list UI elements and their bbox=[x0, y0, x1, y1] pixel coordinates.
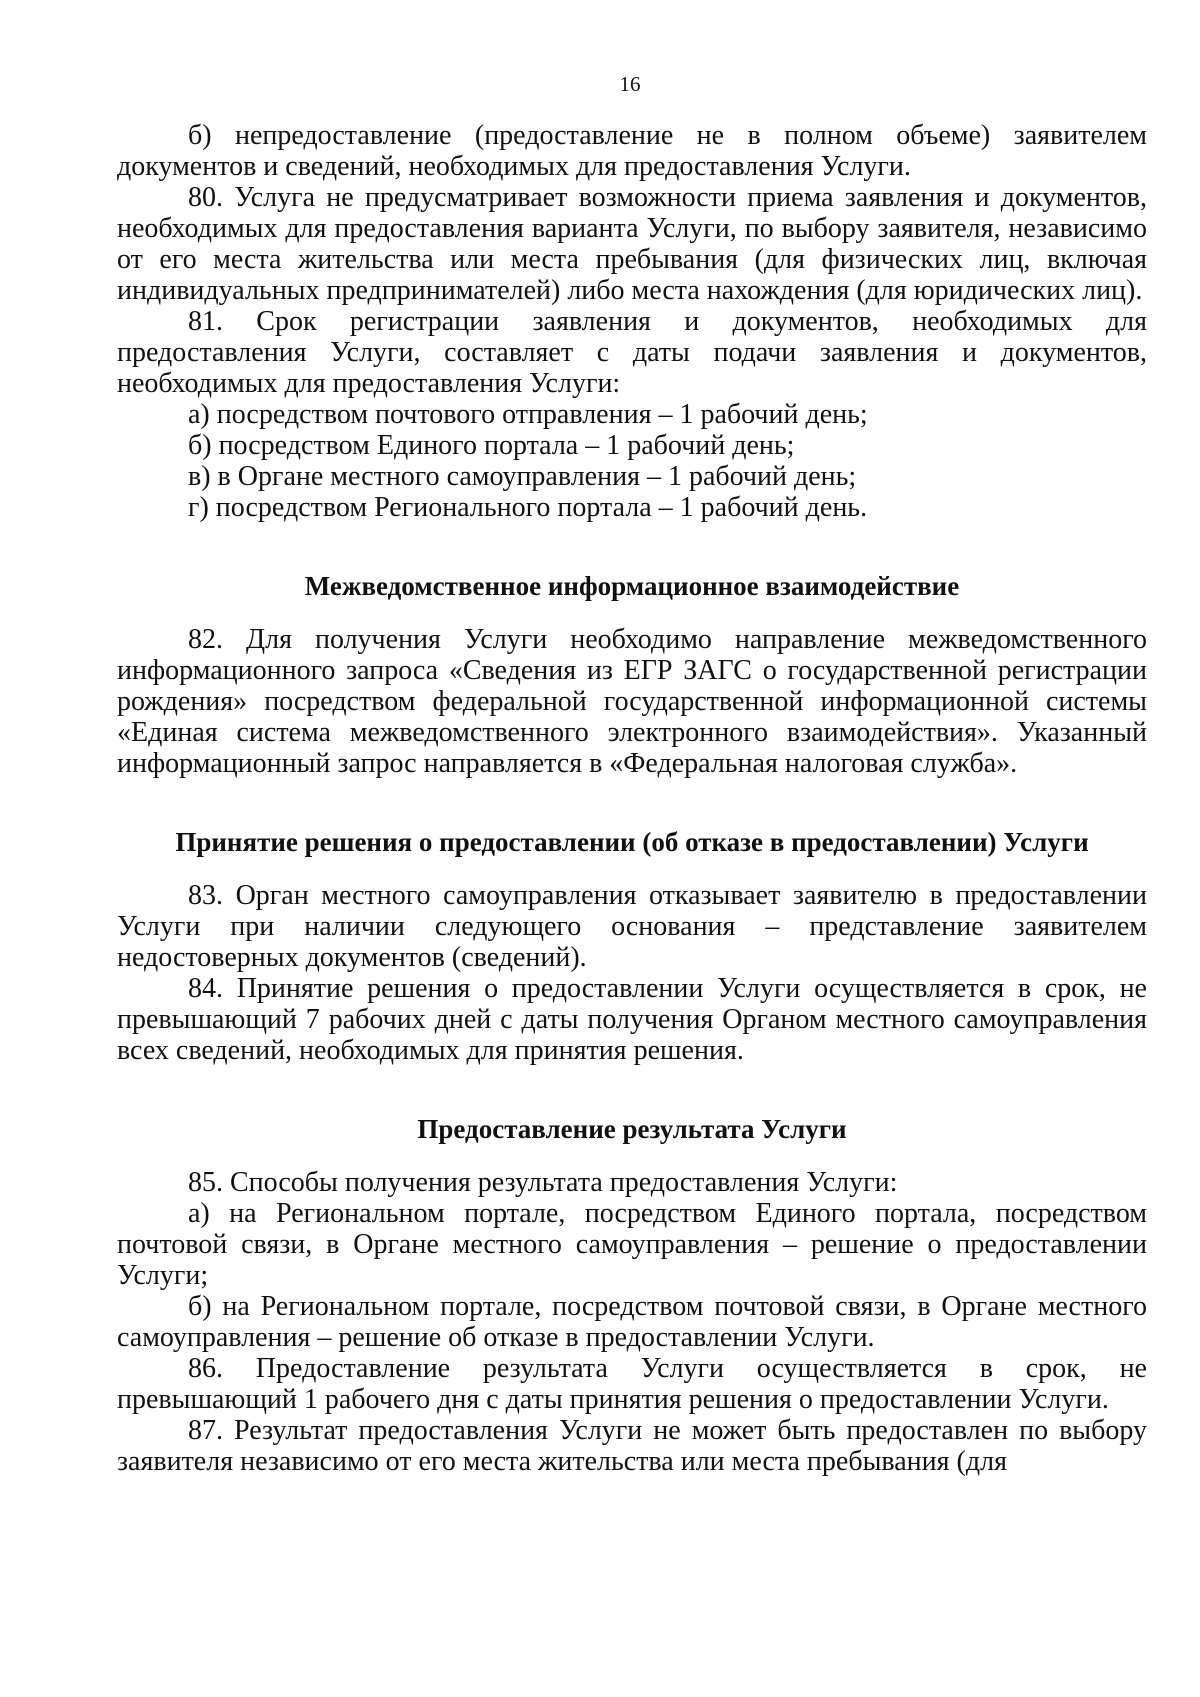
paragraph-87: 87. Результат предоставления Услуги не может быть предоставлен по выбору заявителя независимо от его места жительства или места пребывания (для bbox=[117, 1415, 1147, 1477]
list-item-b-unified-portal: б) посредством Единого портала – 1 рабочий день; bbox=[188, 430, 795, 461]
paragraph-84: 84. Принятие решения о предоставлении Услуги осуществляется в срок, не превышающий 7 рабочих дней с даты получения Органом местного самоуправления всех сведений, необходимых для принятия решения. bbox=[117, 973, 1147, 1066]
section-spacer bbox=[117, 523, 1147, 571]
section-spacer bbox=[117, 1066, 1147, 1114]
list-item-b-refusal-decision: б) на Региональном портале, посредством почтовой связи, в Органе местного самоуправления – решение об отказе в предоставлении Услуги. bbox=[117, 1291, 1147, 1353]
heading-spacer bbox=[117, 602, 1147, 624]
list-item-v-local-authority: в) в Органе местного самоуправления – 1 рабочий день; bbox=[188, 461, 857, 492]
section-heading-interagency: Межведомственное информационное взаимодействие bbox=[304, 571, 960, 601]
list-item-a-postal: а) посредством почтового отправления – 1 рабочий день; bbox=[188, 399, 868, 430]
paragraph-86: 86. Предоставление результата Услуги осуществляется в срок, не превышающий 1 рабочего дня с даты принятия решения о предоставлении Услуги. bbox=[117, 1353, 1147, 1415]
list-item-g-regional-portal: г) посредством Регионального портала – 1 рабочий день. bbox=[188, 492, 868, 523]
paragraph-83: 83. Орган местного самоуправления отказывает заявителю в предоставлении Услуги при наличии следующего основания – представление заявителем недостоверных документов (сведений). bbox=[117, 880, 1147, 973]
heading-spacer bbox=[117, 1145, 1147, 1167]
paragraph-82: 82. Для получения Услуги необходимо направление межведомственного информационного запроса «Сведения из ЕГР ЗАГС о государственной регистрации рождения» посредством федеральной государственной информационной системы «Единая система межведомственного электронного взаимодействия». Указанный информационный запрос направляется в «Федеральная налоговая служба». bbox=[117, 624, 1147, 779]
list-item-a-positive-decision: а) на Региональном портале, посредством Единого портала, посредством почтовой связи, в Органе местного самоуправления – решение о предоставлении Услуги; bbox=[117, 1198, 1147, 1291]
paragraph-80: 80. Услуга не предусматривает возможности приема заявления и документов, необходимых для предоставления варианта Услуги, по выбору заявителя, независимо от его места жительства или места пребывания (для физических лиц, включая индивидуальных предпринимателей) либо места нахождения (для юридических лиц). bbox=[117, 182, 1147, 306]
paragraph-81: 81. Срок регистрации заявления и документов, необходимых для предоставления Услуги, составляет с даты подачи заявления и документов, необходимых для предоставления Услуги: bbox=[117, 306, 1147, 399]
paragraph-item-b-nonprovision: б) непредоставление (предоставление не в полном объеме) заявителем документов и сведений, необходимых для предоставления Услуги. bbox=[117, 120, 1147, 182]
document-body bbox=[117, 120, 1147, 1477]
paragraph-85: 85. Способы получения результата предоставления Услуги: bbox=[188, 1167, 898, 1198]
section-spacer bbox=[117, 779, 1147, 827]
section-heading-result: Предоставление результата Услуги bbox=[417, 1114, 847, 1144]
heading-spacer bbox=[117, 858, 1147, 880]
page-number: 16 bbox=[619, 72, 641, 96]
section-heading-decision: Принятие решения о предоставлении (об отказе в предоставлении) Услуги bbox=[175, 827, 1089, 857]
